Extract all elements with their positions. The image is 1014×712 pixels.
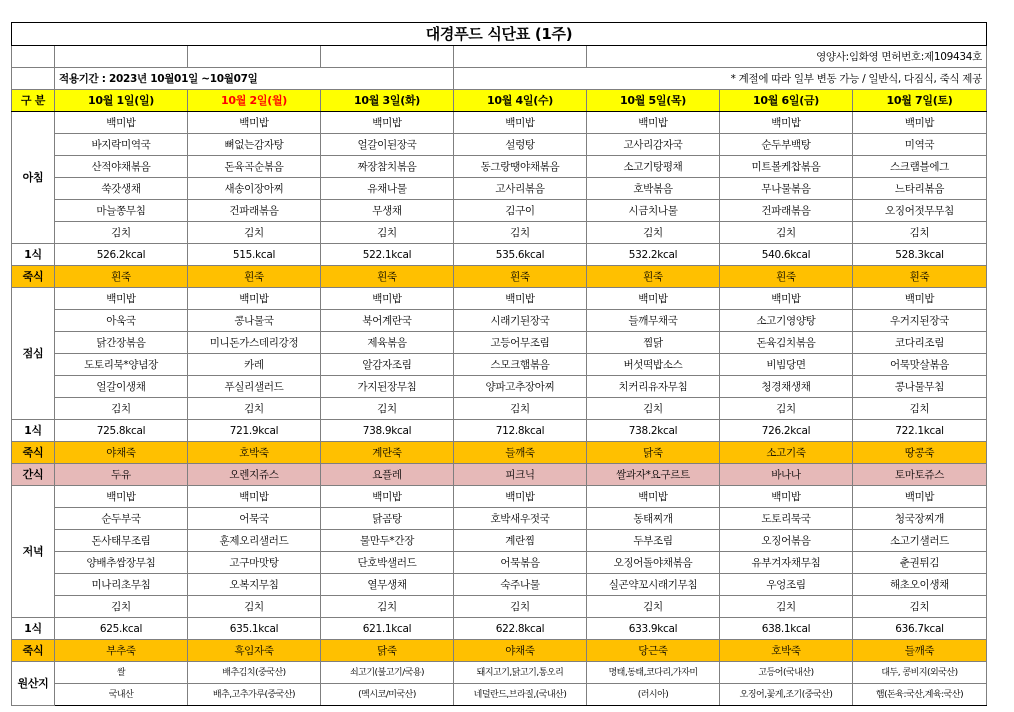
info-cell (321, 46, 454, 68)
menu-item: 바지락미역국 (55, 134, 188, 156)
menu-item: 김치 (587, 596, 720, 618)
origin-item: 쇠고기(불고기/국용) (321, 662, 454, 684)
menu-item: 백미밥 (587, 288, 720, 310)
kcal-value: 526.2kcal (55, 244, 188, 266)
menu-item: 동태찌개 (587, 508, 720, 530)
menu-item: 얼갈이생채 (55, 376, 188, 398)
menu-item: 우엉조림 (720, 574, 853, 596)
dinner-menu-row (12, 508, 987, 530)
menu-item: 오징어젓무무침 (853, 200, 987, 222)
menu-item: 소고기영양탕 (720, 310, 853, 332)
menu-item: 코다리조림 (853, 332, 987, 354)
info-cell (188, 46, 321, 68)
menu-item: 김치 (188, 222, 321, 244)
menu-item: 제육볶음 (321, 332, 454, 354)
porridge-item: 흰죽 (853, 266, 987, 288)
menu-item: 들깨무채국 (587, 310, 720, 332)
header-day: 10월 4일(수) (454, 90, 587, 112)
menu-item: 청경채생채 (720, 376, 853, 398)
menu-item: 새송이장아찌 (188, 178, 321, 200)
menu-item: 마늘쫑무침 (55, 200, 188, 222)
menu-item: 춘권튀김 (853, 552, 987, 574)
info-cell (12, 68, 55, 90)
menu-item: 김치 (321, 398, 454, 420)
breakfast-menu-row (12, 178, 987, 200)
menu-item: 아욱국 (55, 310, 188, 332)
origin-item: 네덜란드,브라질,(국내산) (454, 684, 587, 706)
menu-item: 푸실리샐러드 (188, 376, 321, 398)
porridge-item: 땅콩죽 (853, 442, 987, 464)
kcal-value: 532.2kcal (587, 244, 720, 266)
porridge-item: 당근죽 (587, 640, 720, 662)
menu-item: 호박볶음 (587, 178, 720, 200)
info-cell (12, 46, 55, 68)
origin-item: 배추,고추가루(중국산) (188, 684, 321, 706)
menu-item: 유채나물 (321, 178, 454, 200)
menu-item: 순두부국 (55, 508, 188, 530)
menu-item: 알감자조림 (321, 354, 454, 376)
nutritionist-info: 영양사:임화영 면허번호:제109434호 (587, 46, 987, 68)
menu-item: 버섯떡밥소스 (587, 354, 720, 376)
menu-item: 북어계란국 (321, 310, 454, 332)
menu-item: 김치 (188, 398, 321, 420)
menu-item: 미역국 (853, 134, 987, 156)
menu-item: 치커리유자무침 (587, 376, 720, 398)
lunch-menu-row (12, 398, 987, 420)
snack-row (12, 464, 987, 486)
menu-item: 열무생채 (321, 574, 454, 596)
origin-item: 햄(돈육:국산,계육:국산) (853, 684, 987, 706)
info-row-period (12, 68, 987, 90)
menu-item: 산적야채볶음 (55, 156, 188, 178)
header-day: 10월 5일(목) (587, 90, 720, 112)
menu-item: 백미밥 (321, 486, 454, 508)
header-label: 구 분 (12, 90, 55, 112)
menu-item: 물만두*간장 (321, 530, 454, 552)
menu-item: 백미밥 (321, 112, 454, 134)
breakfast-menu-row (12, 134, 987, 156)
porridge-item: 흰죽 (321, 266, 454, 288)
menu-item: 양배추쌈장무침 (55, 552, 188, 574)
menu-item: 콩나물국 (188, 310, 321, 332)
porridge-item: 흑임자죽 (188, 640, 321, 662)
menu-item: 백미밥 (853, 288, 987, 310)
porridge-item: 닭죽 (587, 442, 720, 464)
menu-item: 비빔당면 (720, 354, 853, 376)
breakfast-porridge-row (12, 266, 987, 288)
menu-item: 가지된장무침 (321, 376, 454, 398)
kcal-value: 725.8kcal (55, 420, 188, 442)
porridge-item: 호박죽 (188, 442, 321, 464)
menu-item: 쑥갓생채 (55, 178, 188, 200)
porridge-item: 호박죽 (720, 640, 853, 662)
dinner-kcal-row (12, 618, 987, 640)
kcal-value: 712.8kcal (454, 420, 587, 442)
menu-item: 동그랑땡야채볶음 (454, 156, 587, 178)
menu-item: 김치 (55, 398, 188, 420)
origin-item: 돼지고기,닭고기,통오리 (454, 662, 587, 684)
dinner-menu-row (12, 552, 987, 574)
kcal-value: 528.3kcal (853, 244, 987, 266)
kcal-value: 622.8kcal (454, 618, 587, 640)
kcal-value: 635.1kcal (188, 618, 321, 640)
kcal-value: 633.9kcal (587, 618, 720, 640)
per-meal-label: 1식 (12, 420, 55, 442)
menu-item: 건파래볶음 (720, 200, 853, 222)
menu-item: 순두부백탕 (720, 134, 853, 156)
origin-item: (러시아) (587, 684, 720, 706)
menu-item: 백미밥 (853, 486, 987, 508)
dinner-menu-row (12, 486, 987, 508)
porridge-item: 흰죽 (188, 266, 321, 288)
menu-item: 무생채 (321, 200, 454, 222)
menu-item: 닭곰탕 (321, 508, 454, 530)
meal-plan-body (12, 23, 987, 706)
header-day: 10월 7일(토) (853, 90, 987, 112)
info-cell (454, 46, 587, 68)
menu-item: 백미밥 (587, 486, 720, 508)
menu-item: 백미밥 (454, 486, 587, 508)
menu-item: 김치 (454, 398, 587, 420)
menu-item: 도토리묵국 (720, 508, 853, 530)
sheet-title: 대경푸드 식단표 (1주) (12, 23, 987, 46)
snack-item: 두유 (55, 464, 188, 486)
menu-item: 고구마맛탕 (188, 552, 321, 574)
kcal-value: 636.7kcal (853, 618, 987, 640)
menu-item: 김치 (188, 596, 321, 618)
porridge-item: 흰죽 (587, 266, 720, 288)
origin-item: 쌀 (55, 662, 188, 684)
menu-item: 백미밥 (188, 112, 321, 134)
lunch-menu-row (12, 354, 987, 376)
snack-item: 요플레 (321, 464, 454, 486)
origin-item: 대두, 콩비지(외국산) (853, 662, 987, 684)
menu-item: 백미밥 (720, 288, 853, 310)
header-day: 10월 2일(월) (188, 90, 321, 112)
menu-item: 시금치나물 (587, 200, 720, 222)
lunch-menu-row (12, 288, 987, 310)
menu-item: 계란찜 (454, 530, 587, 552)
porridge-item: 부추죽 (55, 640, 188, 662)
title-row (12, 23, 987, 46)
lunch-menu-row (12, 332, 987, 354)
info-cell (55, 46, 188, 68)
menu-item: 고사리볶음 (454, 178, 587, 200)
kcal-value: 722.1kcal (853, 420, 987, 442)
menu-item: 백미밥 (55, 112, 188, 134)
menu-item: 소고기샐러드 (853, 530, 987, 552)
menu-item: 양파고추장아찌 (454, 376, 587, 398)
menu-item: 백미밥 (188, 486, 321, 508)
breakfast-menu-row (12, 112, 987, 134)
origin-item: 고등어(국내산) (720, 662, 853, 684)
kcal-value: 540.6kcal (720, 244, 853, 266)
porridge-item: 흰죽 (720, 266, 853, 288)
menu-item: 어묵국 (188, 508, 321, 530)
menu-item: 찜닭 (587, 332, 720, 354)
menu-item: 콩나물무침 (853, 376, 987, 398)
lunch-label: 점심 (12, 288, 55, 420)
menu-item: 어묵맛살볶음 (853, 354, 987, 376)
menu-item: 미니돈가스데리강정 (188, 332, 321, 354)
menu-item: 뼈없는감자탕 (188, 134, 321, 156)
kcal-value: 738.2kcal (587, 420, 720, 442)
menu-item: 백미밥 (454, 288, 587, 310)
menu-item: 김치 (321, 222, 454, 244)
snack-item: 피크닉 (454, 464, 587, 486)
dinner-label: 저녁 (12, 486, 55, 618)
menu-item: 백미밥 (188, 288, 321, 310)
menu-item: 해초오이생채 (853, 574, 987, 596)
lunch-menu-row (12, 376, 987, 398)
menu-item: 오징어돌야채볶음 (587, 552, 720, 574)
menu-item: 백미밥 (55, 288, 188, 310)
porridge-label: 죽식 (12, 442, 55, 464)
menu-item: 두부조림 (587, 530, 720, 552)
menu-item: 유부겨자채무침 (720, 552, 853, 574)
menu-item: 김치 (454, 596, 587, 618)
header-day: 10월 3일(화) (321, 90, 454, 112)
applied-period: 적용기간 : 2023년 10월01일 ~10월07일 (55, 68, 454, 90)
breakfast-menu-row (12, 156, 987, 178)
menu-item: 백미밥 (454, 112, 587, 134)
dinner-menu-row (12, 596, 987, 618)
menu-item: 도토리묵*양념장 (55, 354, 188, 376)
menu-item: 오징어볶음 (720, 530, 853, 552)
breakfast-menu-row (12, 222, 987, 244)
info-row-nutritionist (12, 46, 987, 68)
menu-item: 돈육김치볶음 (720, 332, 853, 354)
snack-item: 토마토쥬스 (853, 464, 987, 486)
breakfast-menu-row (12, 200, 987, 222)
menu-item: 호박새우젓국 (454, 508, 587, 530)
porridge-item: 흰죽 (454, 266, 587, 288)
origin-item: (멕시코/미국산) (321, 684, 454, 706)
kcal-value: 638.1kcal (720, 618, 853, 640)
dinner-menu-row (12, 574, 987, 596)
header-day: 10월 1일(일) (55, 90, 188, 112)
menu-item: 청국장찌개 (853, 508, 987, 530)
origin-row (12, 662, 987, 684)
porridge-item: 소고기죽 (720, 442, 853, 464)
menu-item: 미나리초무침 (55, 574, 188, 596)
origin-row (12, 684, 987, 706)
menu-item: 느타리볶음 (853, 178, 987, 200)
menu-item: 오복지무침 (188, 574, 321, 596)
menu-item: 스크램블에그 (853, 156, 987, 178)
per-meal-label: 1식 (12, 618, 55, 640)
per-meal-label: 1식 (12, 244, 55, 266)
porridge-item: 야채죽 (454, 640, 587, 662)
porridge-item: 계란죽 (321, 442, 454, 464)
origin-item: 배추김치(중국산) (188, 662, 321, 684)
menu-item: 김치 (587, 398, 720, 420)
porridge-item: 들깨죽 (853, 640, 987, 662)
breakfast-kcal-row (12, 244, 987, 266)
menu-item: 김치 (720, 596, 853, 618)
menu-item: 우거지된장국 (853, 310, 987, 332)
menu-item: 무나물볶음 (720, 178, 853, 200)
snack-item: 오렌지쥬스 (188, 464, 321, 486)
menu-item: 백미밥 (55, 486, 188, 508)
lunch-kcal-row (12, 420, 987, 442)
kcal-value: 625.kcal (55, 618, 188, 640)
porridge-item: 야채죽 (55, 442, 188, 464)
menu-item: 짜장참치볶음 (321, 156, 454, 178)
meal-plan-table (11, 22, 987, 706)
menu-item: 고등어무조림 (454, 332, 587, 354)
menu-item: 김치 (55, 222, 188, 244)
menu-item: 실곤약꼬시래기무침 (587, 574, 720, 596)
snack-label: 간식 (12, 464, 55, 486)
origin-item: 오징어,꽃게,조기(중국산) (720, 684, 853, 706)
menu-item: 어묵볶음 (454, 552, 587, 574)
menu-item: 설렁탕 (454, 134, 587, 156)
menu-item: 김치 (720, 222, 853, 244)
menu-item: 김치 (853, 398, 987, 420)
header-row (12, 90, 987, 112)
menu-note: * 계절에 따라 일부 변동 가능 / 일반식, 다짐식, 죽식 제공 (454, 68, 987, 90)
origin-item: 명태,동태,코다리,가자미 (587, 662, 720, 684)
menu-item: 김치 (587, 222, 720, 244)
menu-item: 돈사태무조림 (55, 530, 188, 552)
porridge-item: 들깨죽 (454, 442, 587, 464)
menu-item: 고사리감자국 (587, 134, 720, 156)
menu-item: 소고기탕평채 (587, 156, 720, 178)
porridge-item: 흰죽 (55, 266, 188, 288)
menu-item: 김치 (454, 222, 587, 244)
snack-item: 쌀과자*요구르트 (587, 464, 720, 486)
porridge-label: 죽식 (12, 640, 55, 662)
menu-item: 닭간장볶음 (55, 332, 188, 354)
menu-item: 백미밥 (853, 112, 987, 134)
menu-item: 김구이 (454, 200, 587, 222)
menu-item: 김치 (321, 596, 454, 618)
menu-item: 김치 (720, 398, 853, 420)
menu-item: 백미밥 (720, 486, 853, 508)
menu-item: 시래기된장국 (454, 310, 587, 332)
menu-item: 김치 (853, 222, 987, 244)
menu-item: 김치 (853, 596, 987, 618)
menu-item: 백미밥 (587, 112, 720, 134)
menu-item: 스모크햄볶음 (454, 354, 587, 376)
menu-item: 김치 (55, 596, 188, 618)
menu-item: 미트볼케찹볶음 (720, 156, 853, 178)
kcal-value: 738.9kcal (321, 420, 454, 442)
porridge-item: 닭죽 (321, 640, 454, 662)
origin-label: 원산지 (12, 662, 55, 706)
origin-item: 국내산 (55, 684, 188, 706)
kcal-value: 721.9kcal (188, 420, 321, 442)
menu-item: 건파래볶음 (188, 200, 321, 222)
menu-item: 돈육곡순볶음 (188, 156, 321, 178)
dinner-porridge-row (12, 640, 987, 662)
menu-item: 훈제오리샐러드 (188, 530, 321, 552)
kcal-value: 515.kcal (188, 244, 321, 266)
lunch-porridge-row (12, 442, 987, 464)
kcal-value: 621.1kcal (321, 618, 454, 640)
menu-item: 얼갈이된장국 (321, 134, 454, 156)
menu-item: 숙주나물 (454, 574, 587, 596)
snack-item: 바나나 (720, 464, 853, 486)
breakfast-label: 아침 (12, 112, 55, 244)
menu-item: 백미밥 (321, 288, 454, 310)
menu-item: 백미밥 (720, 112, 853, 134)
menu-item: 카레 (188, 354, 321, 376)
kcal-value: 726.2kcal (720, 420, 853, 442)
kcal-value: 535.6kcal (454, 244, 587, 266)
lunch-menu-row (12, 310, 987, 332)
header-day: 10월 6일(금) (720, 90, 853, 112)
menu-item: 단호박샐러드 (321, 552, 454, 574)
kcal-value: 522.1kcal (321, 244, 454, 266)
dinner-menu-row (12, 530, 987, 552)
porridge-label: 죽식 (12, 266, 55, 288)
